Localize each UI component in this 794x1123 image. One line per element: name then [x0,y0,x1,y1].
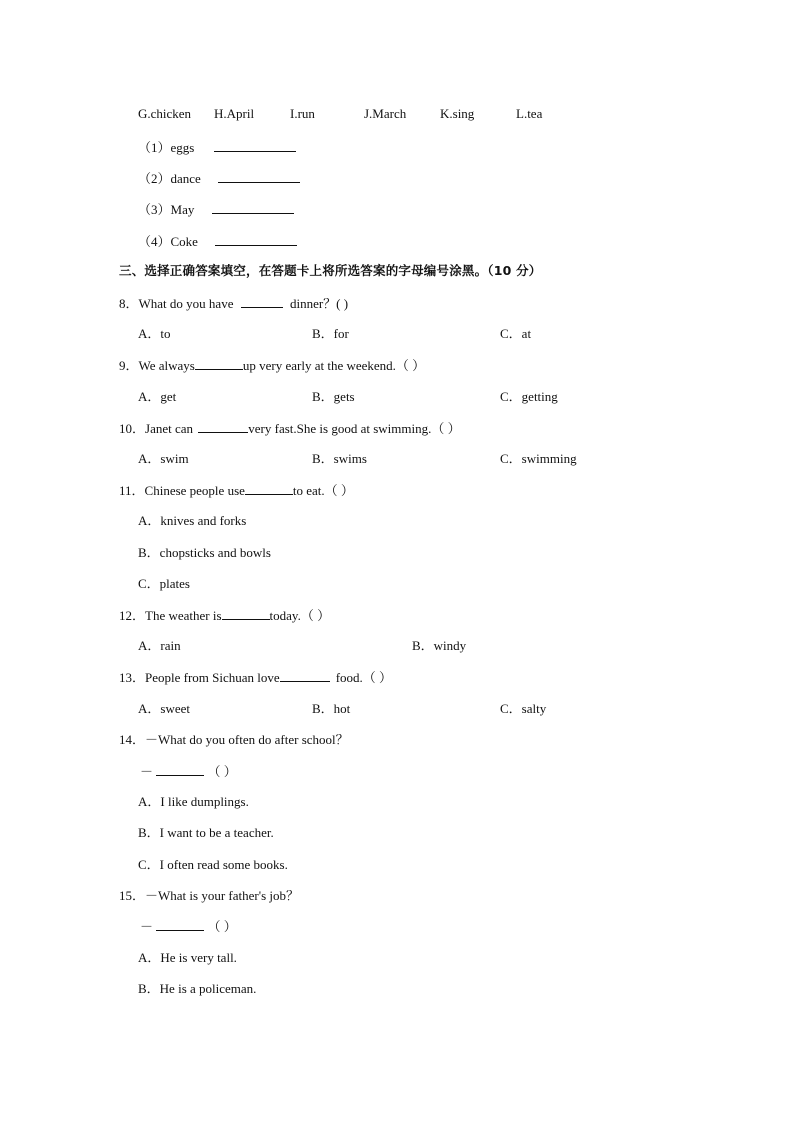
question-text: People from Sichuan love [145,670,280,685]
option[interactable]: B．chopsticks and bowls [138,545,271,560]
question-number: 15． [119,888,146,903]
question-number: 8． [119,296,139,311]
answer-paren: （ ） [207,764,237,779]
question-text: food.（ ） [335,670,393,685]
option[interactable]: B．hot [312,701,351,716]
answer-blank[interactable] [214,139,296,152]
section-title: 三、选择正确答案填空，在答题卡上将所选答案的字母编号涂黑。（10 分） [119,263,542,278]
question-number: 14． [119,732,146,747]
answer-line [140,763,237,780]
answer-blank[interactable] [222,607,270,620]
question-text: today.（ ） [269,608,331,623]
option[interactable]: C．getting [500,389,558,404]
answer-line [140,918,237,935]
match-item [138,139,296,156]
option[interactable]: B．for [312,326,349,341]
word-option: L.tea [516,106,543,121]
answer-paren: （ ） [207,919,237,934]
question-14 [119,732,349,748]
question-text: We always [138,358,195,373]
question-9 [119,357,425,374]
word-option: I.run [290,106,315,121]
option[interactable]: A．rain [138,638,181,653]
answer-blank[interactable] [156,918,204,931]
option[interactable]: B．I want to be a teacher. [138,825,274,840]
question-8 [119,295,348,312]
option[interactable]: A．swim [138,451,189,466]
option[interactable]: A．knives and forks [138,513,247,528]
item-number: （3） [138,202,171,217]
answer-blank[interactable] [241,295,283,308]
question-11 [119,482,354,499]
item-word: eggs [170,140,195,155]
item-word: May [170,202,195,217]
option[interactable]: B．swims [312,451,367,466]
dash: － [140,764,154,779]
question-number: 12． [119,608,146,623]
match-item [138,201,294,218]
option[interactable]: C．salty [500,701,547,716]
word-option: H.April [214,106,255,121]
question-10 [119,420,461,437]
answer-blank[interactable] [212,201,294,214]
match-item [138,233,297,250]
option[interactable]: B．He is a policeman. [138,981,257,996]
option[interactable]: C．at [500,326,532,341]
question-text: What do you have [138,296,234,311]
question-text: to eat.（ ） [292,483,354,498]
option[interactable]: B．windy [412,638,467,653]
question-number: 11． [119,483,145,498]
item-number: （1） [138,140,171,155]
question-text: The weather is [145,608,222,623]
answer-blank[interactable] [195,357,243,370]
match-item [138,170,300,187]
option[interactable]: A．sweet [138,701,190,716]
question-15 [119,888,299,904]
question-number: 10． [119,421,146,436]
answer-blank[interactable] [156,763,204,776]
item-number: （4） [138,234,171,249]
answer-blank[interactable] [215,233,297,246]
question-text: －What is your father's job？ [145,888,299,903]
question-text: up very early at the weekend.（ ） [242,358,426,373]
option[interactable]: C．I often read some books. [138,857,288,872]
word-option: J.March [364,106,407,121]
question-text: very fast.She is good at swimming.（ ） [248,421,461,436]
question-text: －What do you often do after school？ [145,732,349,747]
answer-blank[interactable] [280,669,330,682]
question-number: 9． [119,358,139,373]
question-text: dinner？( ) [289,296,349,311]
option[interactable]: C．plates [138,576,190,591]
option[interactable]: A．get [138,389,177,404]
option[interactable]: C．swimming [500,451,577,466]
item-word: dance [170,171,201,186]
item-number: （2） [138,171,171,186]
question-text: Janet can [145,421,194,436]
answer-blank[interactable] [245,482,293,495]
option[interactable]: B．gets [312,389,355,404]
question-number: 13． [119,670,146,685]
question-13 [119,669,392,686]
dash: － [140,919,154,934]
word-option: G.chicken [138,106,192,121]
question-text: Chinese people use [144,483,245,498]
answer-blank[interactable] [218,170,300,183]
answer-blank[interactable] [198,420,248,433]
question-12 [119,607,330,624]
option[interactable]: A．I like dumplings. [138,794,249,809]
option[interactable]: A．to [138,326,171,341]
item-word: Coke [170,234,198,249]
option[interactable]: A．He is very tall. [138,950,237,965]
word-option: K.sing [440,106,475,121]
